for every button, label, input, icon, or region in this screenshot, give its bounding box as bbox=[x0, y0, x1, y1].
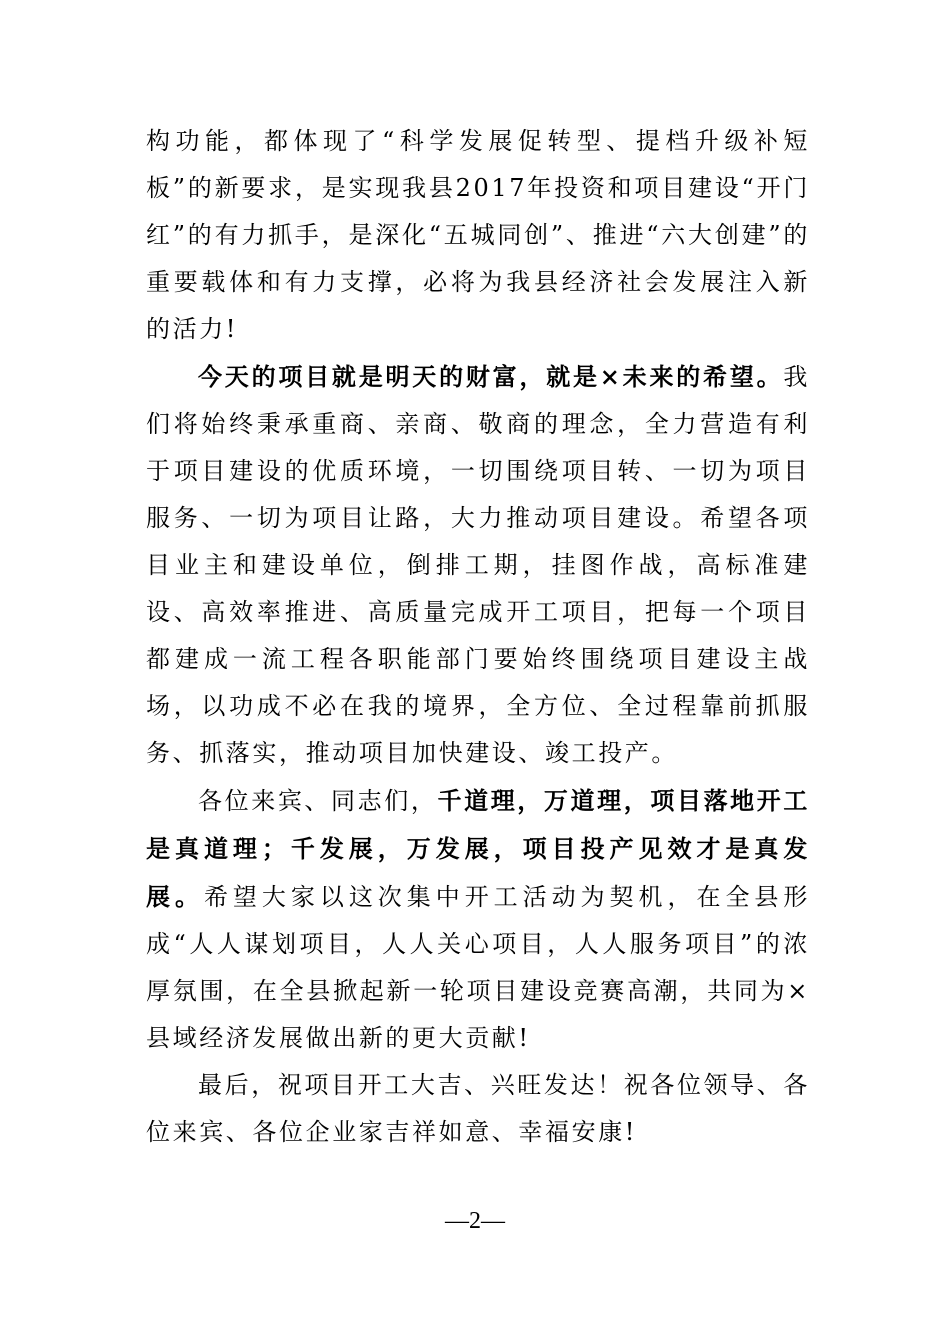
document-body bbox=[146, 118, 810, 1156]
paragraph-text: 最后，祝项目开工大吉、兴旺发达！祝各位领导、各位来宾、各位企业家吉祥如意、幸福安康! bbox=[146, 1071, 810, 1146]
paragraph-text: 我们将始终秉承重商、亲商、敬商的理念，全力营造有利于项目建设的优质环境，一切围绕项目转、一切为项目服务、一切为项目让路，大力推动项目建设。希望各项目业主和建设单位，倒排工期，挂图作战，高标准建设、高效率推进、高质量完成开工项目，把每一个项目都建成一流工程各职能部门要始终围绕项目建设主战场，以功成不必在我的境界，全方位、全过程靠前抓服务、抓落实，推动项目加快建设、竣工投产。 bbox=[146, 363, 810, 767]
paragraph-true-principle bbox=[146, 777, 810, 1062]
paragraph-text: 各位来宾、同志们， bbox=[198, 787, 438, 815]
paragraph-closing-wishes bbox=[146, 1062, 810, 1156]
paragraph-text: 构功能，都体现了“科学发展促转型、提档升级补短板”的新要求，是实现我县2017年投资和项目建设“开门红”的有力抓手，是深化“五城同创”、推进“六大创建”的重要载体和有力支撑，必将为我县经济社会发展注入新的活力! bbox=[146, 127, 810, 343]
paragraph-text: 希望大家以这次集中开工活动为契机，在全县形成“人人谋划项目，人人关心项目，人人服务项目”的浓厚氛围，在全县掀起新一轮项目建设竞赛高潮，共同为×县域经济发展做出新的更大贡献! bbox=[146, 883, 810, 1052]
paragraph-bold-emphasis: 千道理，万道理，项目落地开工是真道理；千发展，万发展，项目投产见效才是真发展。 bbox=[146, 786, 810, 911]
paragraph-continuation bbox=[146, 118, 810, 353]
page-number: —2— bbox=[445, 1208, 505, 1234]
paragraph-project-wealth bbox=[146, 353, 810, 777]
paragraph-bold-lead: 今天的项目就是明天的财富，就是×未来的希望。 bbox=[198, 362, 784, 391]
